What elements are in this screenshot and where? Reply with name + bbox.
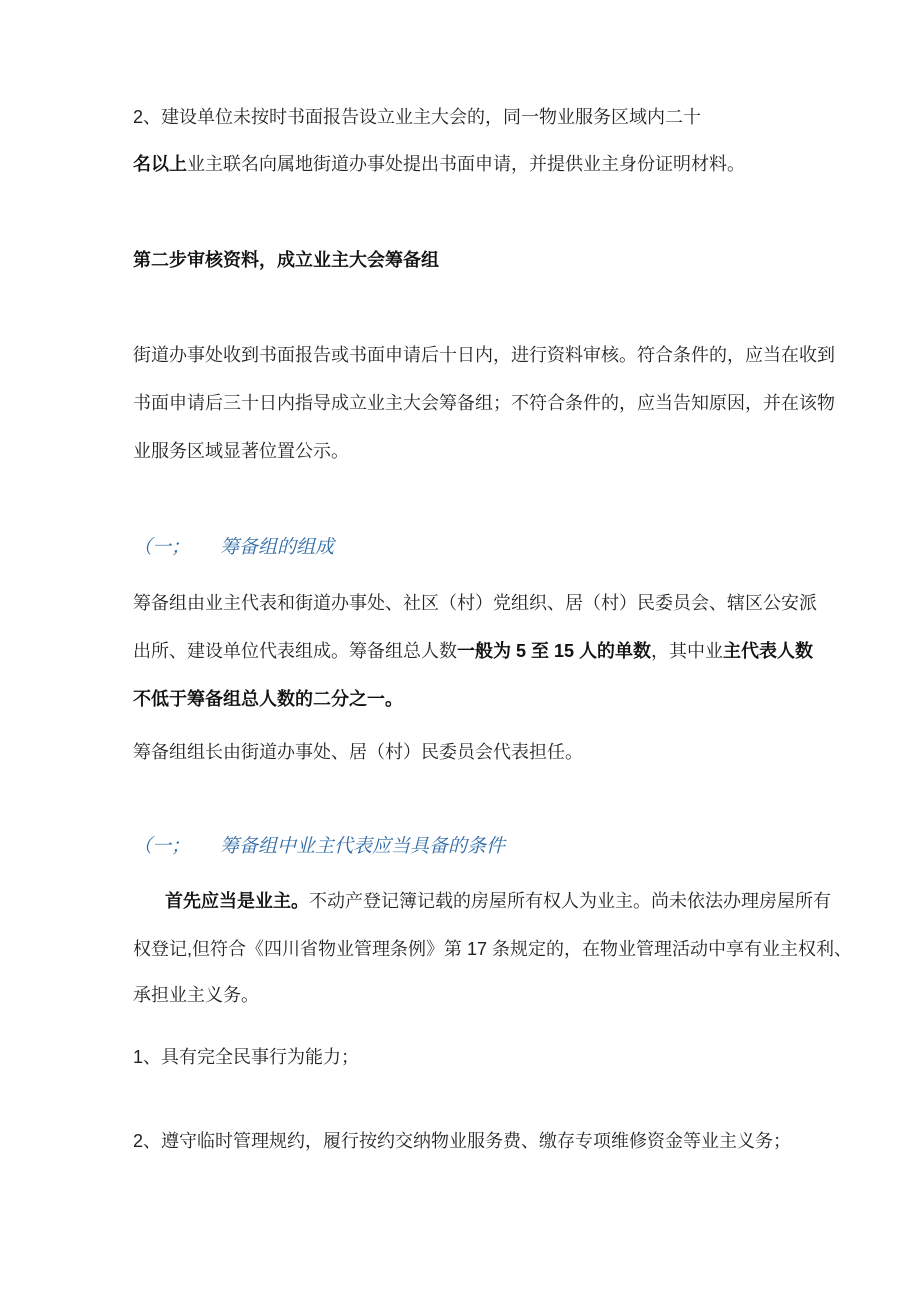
section-title: 筹备组中业主代表应当具备的条件 bbox=[220, 836, 506, 857]
bold-text: 一般为 5 至 15 人的单数 bbox=[457, 641, 652, 661]
text: 不动产登记簿记载的房屋所有权人为业主。尚未依法办理房屋所有 bbox=[309, 891, 831, 911]
list-item: 1、具有完全民事行为能力； bbox=[133, 1047, 360, 1067]
paragraph-line: 街道办事处收到书面报告或书面申请后十日内，进行资料审核。符合条件的，应当在收到 bbox=[133, 345, 835, 365]
paragraph-line: 筹备组组长由街道办事处、居（村）民委员会代表担任。 bbox=[133, 742, 583, 762]
section-heading bbox=[133, 537, 334, 559]
paragraph-line bbox=[133, 153, 745, 175]
list-item: 2、遵守临时管理规约，履行按约交纳物业服务费、缴存专项维修资金等业主义务； bbox=[133, 1131, 792, 1151]
paragraph-line: 筹备组由业主代表和街道办事处、社区（村）党组织、居（村）民委员会、辖区公安派 bbox=[133, 593, 817, 613]
text: ，其中业 bbox=[651, 641, 724, 661]
paragraph-line: 权登记,但符合《四川省物业管理条例》第 17 条规定的，在物业管理活动中享有业主权利、 bbox=[133, 939, 853, 959]
paragraph-line: 2、建设单位未按时书面报告设立业主大会的，同一物业服务区域内二十 bbox=[133, 107, 702, 127]
bold-text: 主代表人数 bbox=[723, 641, 814, 661]
bold-text: 首先应当是业主。 bbox=[165, 891, 309, 911]
paragraph-line bbox=[133, 640, 813, 662]
bold-text: 名以上 bbox=[133, 154, 187, 174]
paragraph-line: 承担业主义务。 bbox=[133, 985, 259, 1005]
section-title: 筹备组的组成 bbox=[220, 537, 335, 558]
section-number: （一； bbox=[133, 537, 191, 558]
paragraph-line: 业服务区域显著位置公示。 bbox=[133, 441, 349, 461]
paragraph-line bbox=[165, 890, 831, 912]
text: 业主联名向属地街道办事处提出书面申请，并提供业主身份证明材料。 bbox=[187, 154, 745, 174]
text: 出所、建设单位代表组成。筹备组总人数 bbox=[133, 641, 457, 661]
paragraph-line: 书面申请后三十日内指导成立业主大会筹备组；不符合条件的，应当告知原因，并在该物 bbox=[133, 393, 835, 413]
step-heading: 第二步审核资料，成立业主大会筹备组 bbox=[133, 250, 439, 270]
section-number: （一； bbox=[133, 836, 191, 857]
paragraph-line: 不低于筹备组总人数的二分之一。 bbox=[133, 689, 403, 709]
section-heading bbox=[133, 836, 505, 858]
